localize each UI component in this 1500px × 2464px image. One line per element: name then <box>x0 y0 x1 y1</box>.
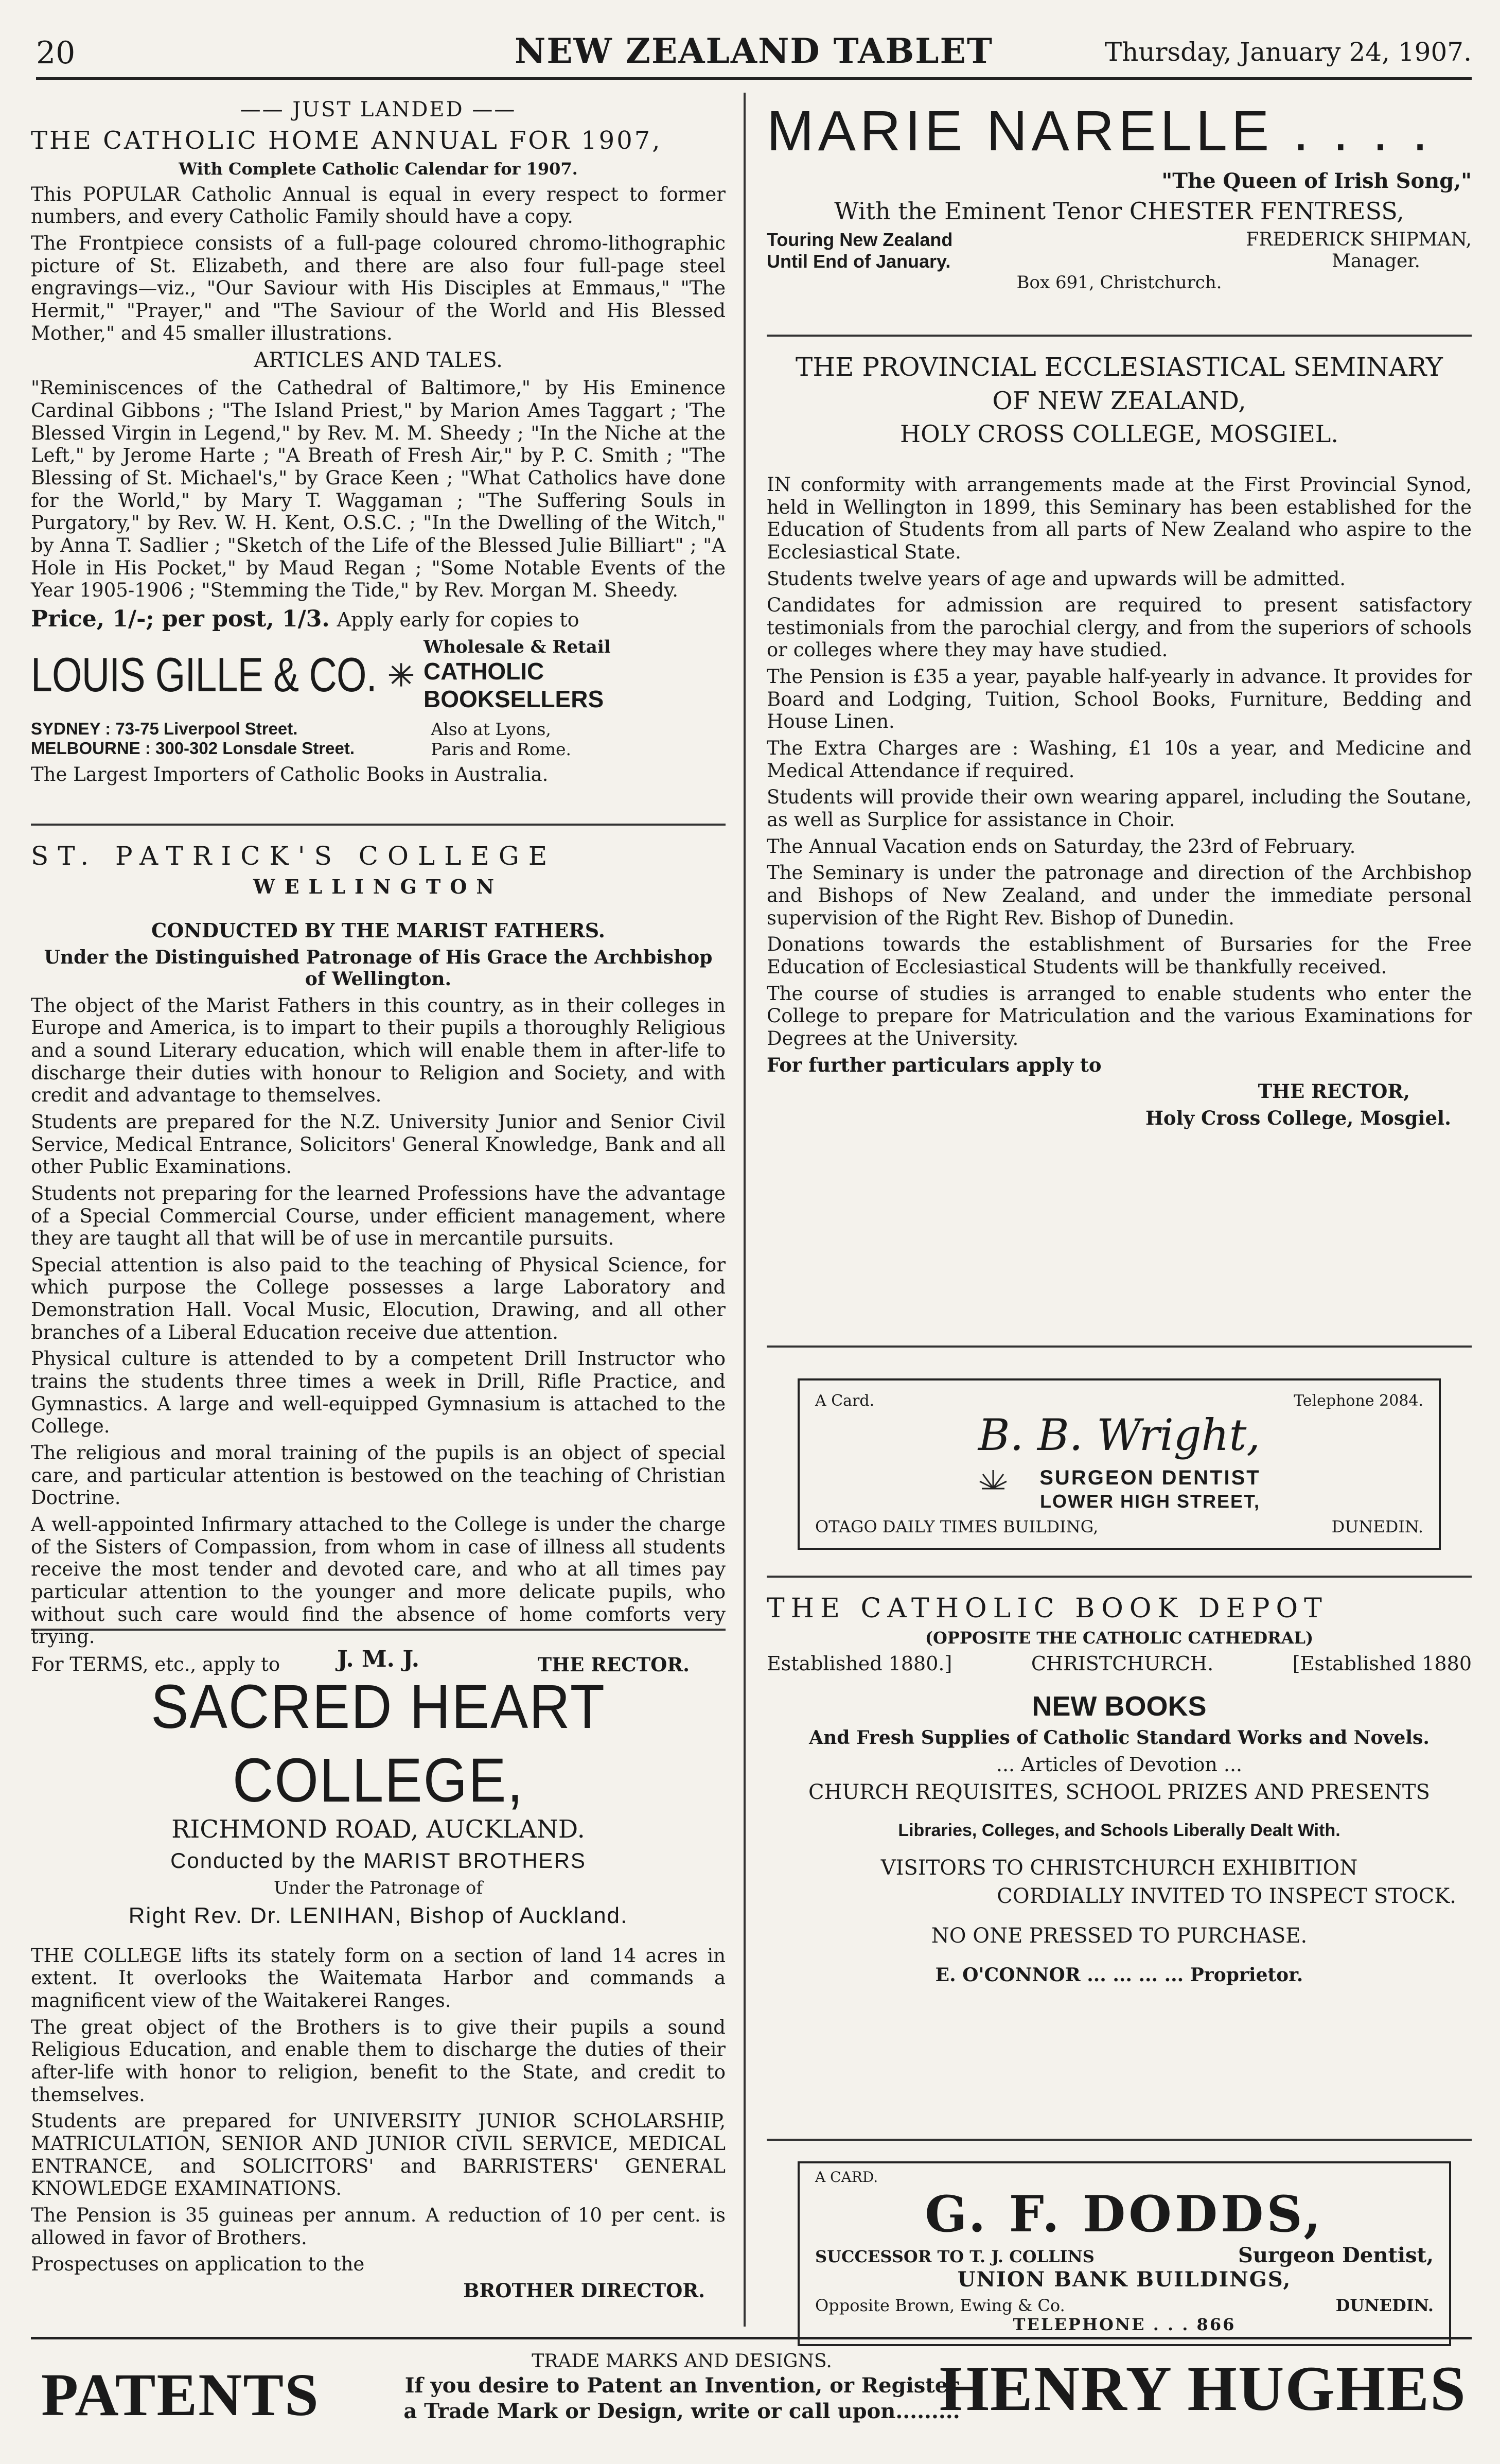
sh-p4: The Pension is 35 guineas per annum. A reduction of 10 per cent. is allowed in favor of Brothers. <box>31 2204 726 2249</box>
sh-p2: The great object of the Brothers is to give their pupils a sound Religious Education, and enable them to discharge the duties of their after-life with honor to religion, benefit to the State, and credit to themselves. <box>31 2016 726 2106</box>
masthead <box>36 31 1472 80</box>
wright-top <box>815 1392 1423 1410</box>
sh-p1: THE COLLEGE lifts its stately form on a section of land 14 acres in extent. It overlooks the Waitemata Harbor and commands a magnificent view of the Waitakerei Ranges. <box>31 1944 726 2012</box>
depot-est-right: [Established 1880 <box>1292 1652 1472 1675</box>
annual-apply: Apply early for copies to <box>337 608 579 631</box>
stpat-p7: A well-appointed Infirmary attached to the College is under the charge of the Sisters of Compassion, from whom in case of illness all students receive the most tender and devoted care, and who at all times pay particular attention to the younger and more delicate pupils, who without such care would find the absence of home comforts very trying. <box>31 1513 726 1648</box>
gille-melbourne: MELBOURNE : 300-302 Lonsdale Street. <box>31 738 355 758</box>
gille-wholesale: Wholesale & Retail <box>423 636 611 657</box>
dodds-role: Surgeon Dentist, <box>1238 2243 1434 2267</box>
dodds-line4 <box>815 2296 1434 2315</box>
depot-title: THE CATHOLIC BOOK DEPOT <box>767 1593 1328 1624</box>
dodds-opposite: Opposite Brown, Ewing & Co. <box>815 2295 1065 2315</box>
annual-kicker: —— JUST LANDED —— <box>240 98 517 121</box>
stpat-conducted: CONDUCTED BY THE MARIST FATHERS. <box>151 918 606 942</box>
sacred-heart-ad <box>31 1631 726 2322</box>
patents-line1: If you desire to Patent an Invention, or Register <box>404 2373 959 2398</box>
depot-no-one: NO ONE PRESSED TO PURCHASE. <box>931 1924 1308 1948</box>
wright-role: SURGEON DENTIST <box>1039 1466 1261 1489</box>
depot-opposite: (OPPOSITE THE CATHOLIC CATHEDRAL) <box>925 1628 1314 1648</box>
issue-date: Thursday, January 24, 1907. <box>1104 37 1472 67</box>
gille-booksellers: CATHOLIC BOOKSELLERS <box>423 657 604 712</box>
gille-name: LOUIS GILLE & CO. <box>31 647 377 702</box>
depot-proprietor: E. O'CONNOR ... ... ... ... Proprietor. <box>935 1964 1303 1986</box>
stpat-apply: For TERMS, etc., apply to <box>31 1653 280 1675</box>
dodds-card-label: A CARD. <box>815 2168 878 2186</box>
seminary-p5: The Extra Charges are : Washing, £1 10s a year, and Medicine and Medical Attendance if required. <box>767 737 1472 782</box>
sh-under: Under the Patronage of <box>274 1877 483 1898</box>
marie-with: With the Eminent Tenor CHESTER FENTRESS, <box>834 197 1404 225</box>
marie-until: Until End of January. <box>767 251 951 272</box>
patents-blurb <box>360 2350 1003 2424</box>
star-ornament-icon <box>386 662 416 688</box>
stpat-sign: THE RECTOR. <box>537 1653 690 1676</box>
stpat-p5: Physical culture is attended to by a competent Drill Instructor who trains the students three times a week in Drill, Rifle Practice, and Gymnastics. A large and well-equipped Gymnasium is attached to the College. <box>31 1348 726 1438</box>
marie-shipman: FREDERICK SHIPMAN, <box>1246 229 1472 251</box>
sh-kicker: J. M. J. <box>337 1646 420 1672</box>
depot-supplies: And Fresh Supplies of Catholic Standard Works and Novels. <box>809 1727 1430 1749</box>
stpat-p1: The object of the Marist Fathers in this country, as in their colleges in Europe and America, is to impart to their pupils a thoroughly Religious and a sound Literary education, which will enable them in after-life to discharge their duties with honour to Religion and Society, and with credit and advantage to themselves. <box>31 994 726 1107</box>
wright-building: OTAGO DAILY TIMES BUILDING, <box>815 1516 1099 1536</box>
depot-visitors: VISITORS TO CHRISTCHURCH EXHIBITION <box>880 1856 1358 1880</box>
annual-price: Price, 1/-; per post, 1/3. <box>31 605 330 632</box>
gille-sydney: SYDNEY : 73-75 Liverpool Street. <box>31 719 298 738</box>
stpat-p6: The religious and moral training of the pupils is an object of special care, and particular attention is bestowed on the teaching of Christian Doctrine. <box>31 1442 726 1509</box>
seminary-ad <box>767 337 1472 1348</box>
marie-narelle-ad <box>767 93 1472 337</box>
marie-title: MARIE NARELLE . . . . <box>767 99 1432 163</box>
sh-conducted: Conducted by the MARIST BROTHERS <box>170 1848 586 1873</box>
gille-block <box>31 637 726 713</box>
dodds-successor: SUCCESSOR TO T. J. COLLINS <box>815 2246 1095 2266</box>
left-column <box>31 93 726 2322</box>
page-title: NEW ZEALAND TABLET <box>515 31 993 71</box>
patents-line2: a Trade Mark or Design, write or call upon......... <box>403 2399 960 2423</box>
marie-tagline: "The Queen of Irish Song," <box>1161 168 1472 193</box>
depot-requisites: CHURCH REQUISITES, SCHOOL PRIZES AND PRESENTS <box>808 1780 1430 1804</box>
sh-address: RICHMOND ROAD, AUCKLAND. <box>171 1814 585 1844</box>
depot-established-line <box>767 1652 1472 1675</box>
seminary-college: HOLY CROSS COLLEGE, MOSGIEL. <box>900 420 1338 448</box>
annual-p3: "Reminiscences of the Cathedral of Baltimore," by His Eminence Cardinal Gibbons ; "The Island Priest," by Marion Ames Taggart ; 'The Blessed Virgin in Legend," by Rev. M. M. Sheedy ; "In the Niche at the Left," by Jerome Harte ; "A Breath of Fresh Air," by P. C. Smith ; "The Blessing of St. Michael's," by Grace Keen ; "What Catholics have done for the World," by Mary T. Waggaman ; "The Suffering Souls in Purgatory," by Rev. W. H. Kent, O.S.C. ; "In the Dwelling of the Witch," by Anna T. Sadlier ; "Sketch of the Life of the Blessed Julie Billiart" ; "A Hole in His Pocket," by Maud Regan ; "Some Notable Events of the Year 1905-1906 ; "Stemming the Tide," by Rev. Morgan M. Sheedy. <box>31 377 726 602</box>
seminary-p8: The Seminary is under the patronage and direction of the Archbishop and Bishops of New Zealand, and under the immediate personal supervision of the Right Rev. Bishop of Dunedin. <box>767 862 1472 929</box>
dodds-building: UNION BANK BUILDINGS, <box>957 2267 1292 2292</box>
seminary-of: OF NEW ZEALAND, <box>992 387 1246 415</box>
marie-manager: Manager. <box>1331 251 1420 272</box>
gille-paris: Paris and Rome. <box>431 739 571 759</box>
annual-footer: The Largest Importers of Catholic Books in Australia. <box>31 763 549 785</box>
gille-lyons: Also at Lyons, <box>431 719 551 739</box>
wright-street: LOWER HIGH STREET, <box>1039 1491 1260 1512</box>
dodds-card <box>798 2161 1451 2346</box>
seminary-p7: The Annual Vacation ends on Saturday, the 23rd of February. <box>767 835 1356 858</box>
seminary-p6: Students will provide their own wearing apparel, including the Soutane, as well as Surplice for assistance in Choir. <box>767 786 1472 831</box>
depot-devotion: ... Articles of Devotion ... <box>996 1753 1243 1776</box>
seminary-p3: Candidates for admission are required to present satisfactory testimonials from the parochial clergy, and from the superiors of schools or colleges where they may have studied. <box>767 594 1472 661</box>
column-divider <box>744 93 746 2327</box>
seminary-p1: IN conformity with arrangements made at the First Provincial Synod, held in Wellington in 1899, this Seminary has been established for the Education of Students from all parts of New Zealand who aspire to the Ecclesiastical State. <box>767 473 1472 563</box>
stpat-title: ST. PATRICK'S COLLEGE <box>31 841 557 871</box>
dodds-city: DUNEDIN. <box>1335 2295 1434 2315</box>
patents-trademarks: TRADE MARKS AND DESIGNS. <box>532 2351 832 2372</box>
dodds-telephone: TELEPHONE . . . 866 <box>1013 2314 1236 2334</box>
sh-sign: BROTHER DIRECTOR. <box>463 2279 705 2302</box>
depot-libraries: Libraries, Colleges, and Schools Liberally Dealt With. <box>898 1820 1340 1840</box>
depot-city: CHRISTCHURCH. <box>1031 1652 1214 1675</box>
marie-touring: Touring New Zealand <box>767 229 953 251</box>
wright-name: B. B. Wright, <box>978 1410 1261 1460</box>
sh-title: SACRED HEART COLLEGE, <box>151 1672 606 1815</box>
seminary-p2: Students twelve years of age and upwards will be admitted. <box>767 567 1346 590</box>
depot-est-left: Established 1880.] <box>767 1652 952 1675</box>
patents-heading: PATENTS <box>41 2361 320 2428</box>
catholic-annual-ad <box>31 93 726 826</box>
stpat-subtitle: WELLINGTON <box>253 875 504 898</box>
annual-section: ARTICLES AND TALES. <box>254 348 503 373</box>
right-column <box>767 93 1472 2346</box>
seminary-apply: For further particulars apply to <box>767 1053 1102 1076</box>
annual-p1: This POPULAR Catholic Annual is equal in every respect to former numbers, and every Catholic Family should have a copy. <box>31 183 726 228</box>
seminary-p10: The course of studies is arranged to enable students who enter the College to prepare for Matriculation and the various Examinations for Degrees at the University. <box>767 982 1472 1050</box>
fan-ornament-icon <box>978 1465 1009 1491</box>
wright-role-line <box>815 1465 1423 1491</box>
annual-p2: The Frontpiece consists of a full-page coloured chromo-lithographic picture of St. Elizabeth, and there are also four full-page steel engravings—viz., "Our Saviour with His Disciples at Emmaus," "The Hermit," "Prayer," and "The Saviour of the World and His Blessed Mother," and 45 smaller illustrations. <box>31 232 726 344</box>
wright-bottom <box>815 1517 1423 1536</box>
dodds-name: G. F. DODDS, <box>925 2185 1324 2243</box>
marie-until-line <box>767 251 1472 272</box>
depot-cordially: CORDIALLY INVITED TO INSPECT STOCK. <box>997 1884 1456 1909</box>
seminary-rector: THE RECTOR, <box>1258 1080 1410 1103</box>
annual-subtitle: With Complete Catholic Calendar for 1907. <box>179 159 578 179</box>
marie-touring-line <box>767 229 1472 251</box>
stpat-p3: Students not preparing for the learned Professions have the advantage of a Special Commercial Course, under efficient management, where they are taught all that will be of use in mercantile pursuits. <box>31 1182 726 1250</box>
book-depot-ad <box>767 1576 1472 2141</box>
annual-title: THE CATHOLIC HOME ANNUAL FOR 1907, <box>31 126 662 155</box>
gille-addresses <box>31 719 571 759</box>
page-number: 20 <box>36 35 76 71</box>
stpat-patronage: Under the Distinguished Patronage of His Grace the Archbishop of Wellington. <box>44 946 713 990</box>
wright-card-label: A Card. <box>815 1392 875 1410</box>
sh-bishop: Right Rev. Dr. LENIHAN, Bishop of Auckland. <box>128 1902 628 1928</box>
seminary-place: Holy Cross College, Mosgiel. <box>1145 1106 1451 1129</box>
henry-hughes-heading: HENRY HUGHES <box>939 2353 1467 2424</box>
stpat-p4: Special attention is also paid to the teaching of Physical Science, for which purpose the College possesses a large Laboratory and Demonstration Hall. Vocal Music, Elocution, Drawing, and all other branches of a Liberal Education receive due attention. <box>31 1253 726 1343</box>
bottom-strip <box>31 2337 1472 2453</box>
sh-p5: Prospectuses on application to the <box>31 2253 365 2276</box>
seminary-p9: Donations towards the establishment of Bursaries for the Free Education of Ecclesiastical Students will be thankfully received. <box>767 933 1472 978</box>
depot-new: NEW BOOKS <box>1032 1690 1207 1722</box>
wright-city: DUNEDIN. <box>1331 1516 1423 1536</box>
wright-telephone: Telephone 2084. <box>1294 1392 1423 1410</box>
stpat-p2: Students are prepared for the N.Z. University Junior and Senior Civil Service, Medical Entrance, Solicitors' General Knowledge, Bank and all other Public Examinations. <box>31 1110 726 1178</box>
seminary-p4: The Pension is £35 a year, payable half-yearly in advance. It provides for Board and Lodging, Tuition, School Books, Furniture, Bedding and House Linen. <box>767 666 1472 733</box>
seminary-title: THE PROVINCIAL ECCLESIASTICAL SEMINARY <box>796 352 1443 382</box>
marie-box: Box 691, Christchurch. <box>1016 272 1222 293</box>
dodds-line2 <box>815 2243 1434 2267</box>
wright-card <box>798 1378 1441 1550</box>
sh-p3: Students are prepared for UNIVERSITY JUNIOR SCHOLARSHIP, MATRICULATION, SENIOR AND JUNIOR CIVIL SERVICE, MEDICAL ENTRANCE, and SOLICITORS' and BARRISTERS' GENERAL KNOWLEDGE EXAMINATIONS. <box>31 2110 726 2200</box>
